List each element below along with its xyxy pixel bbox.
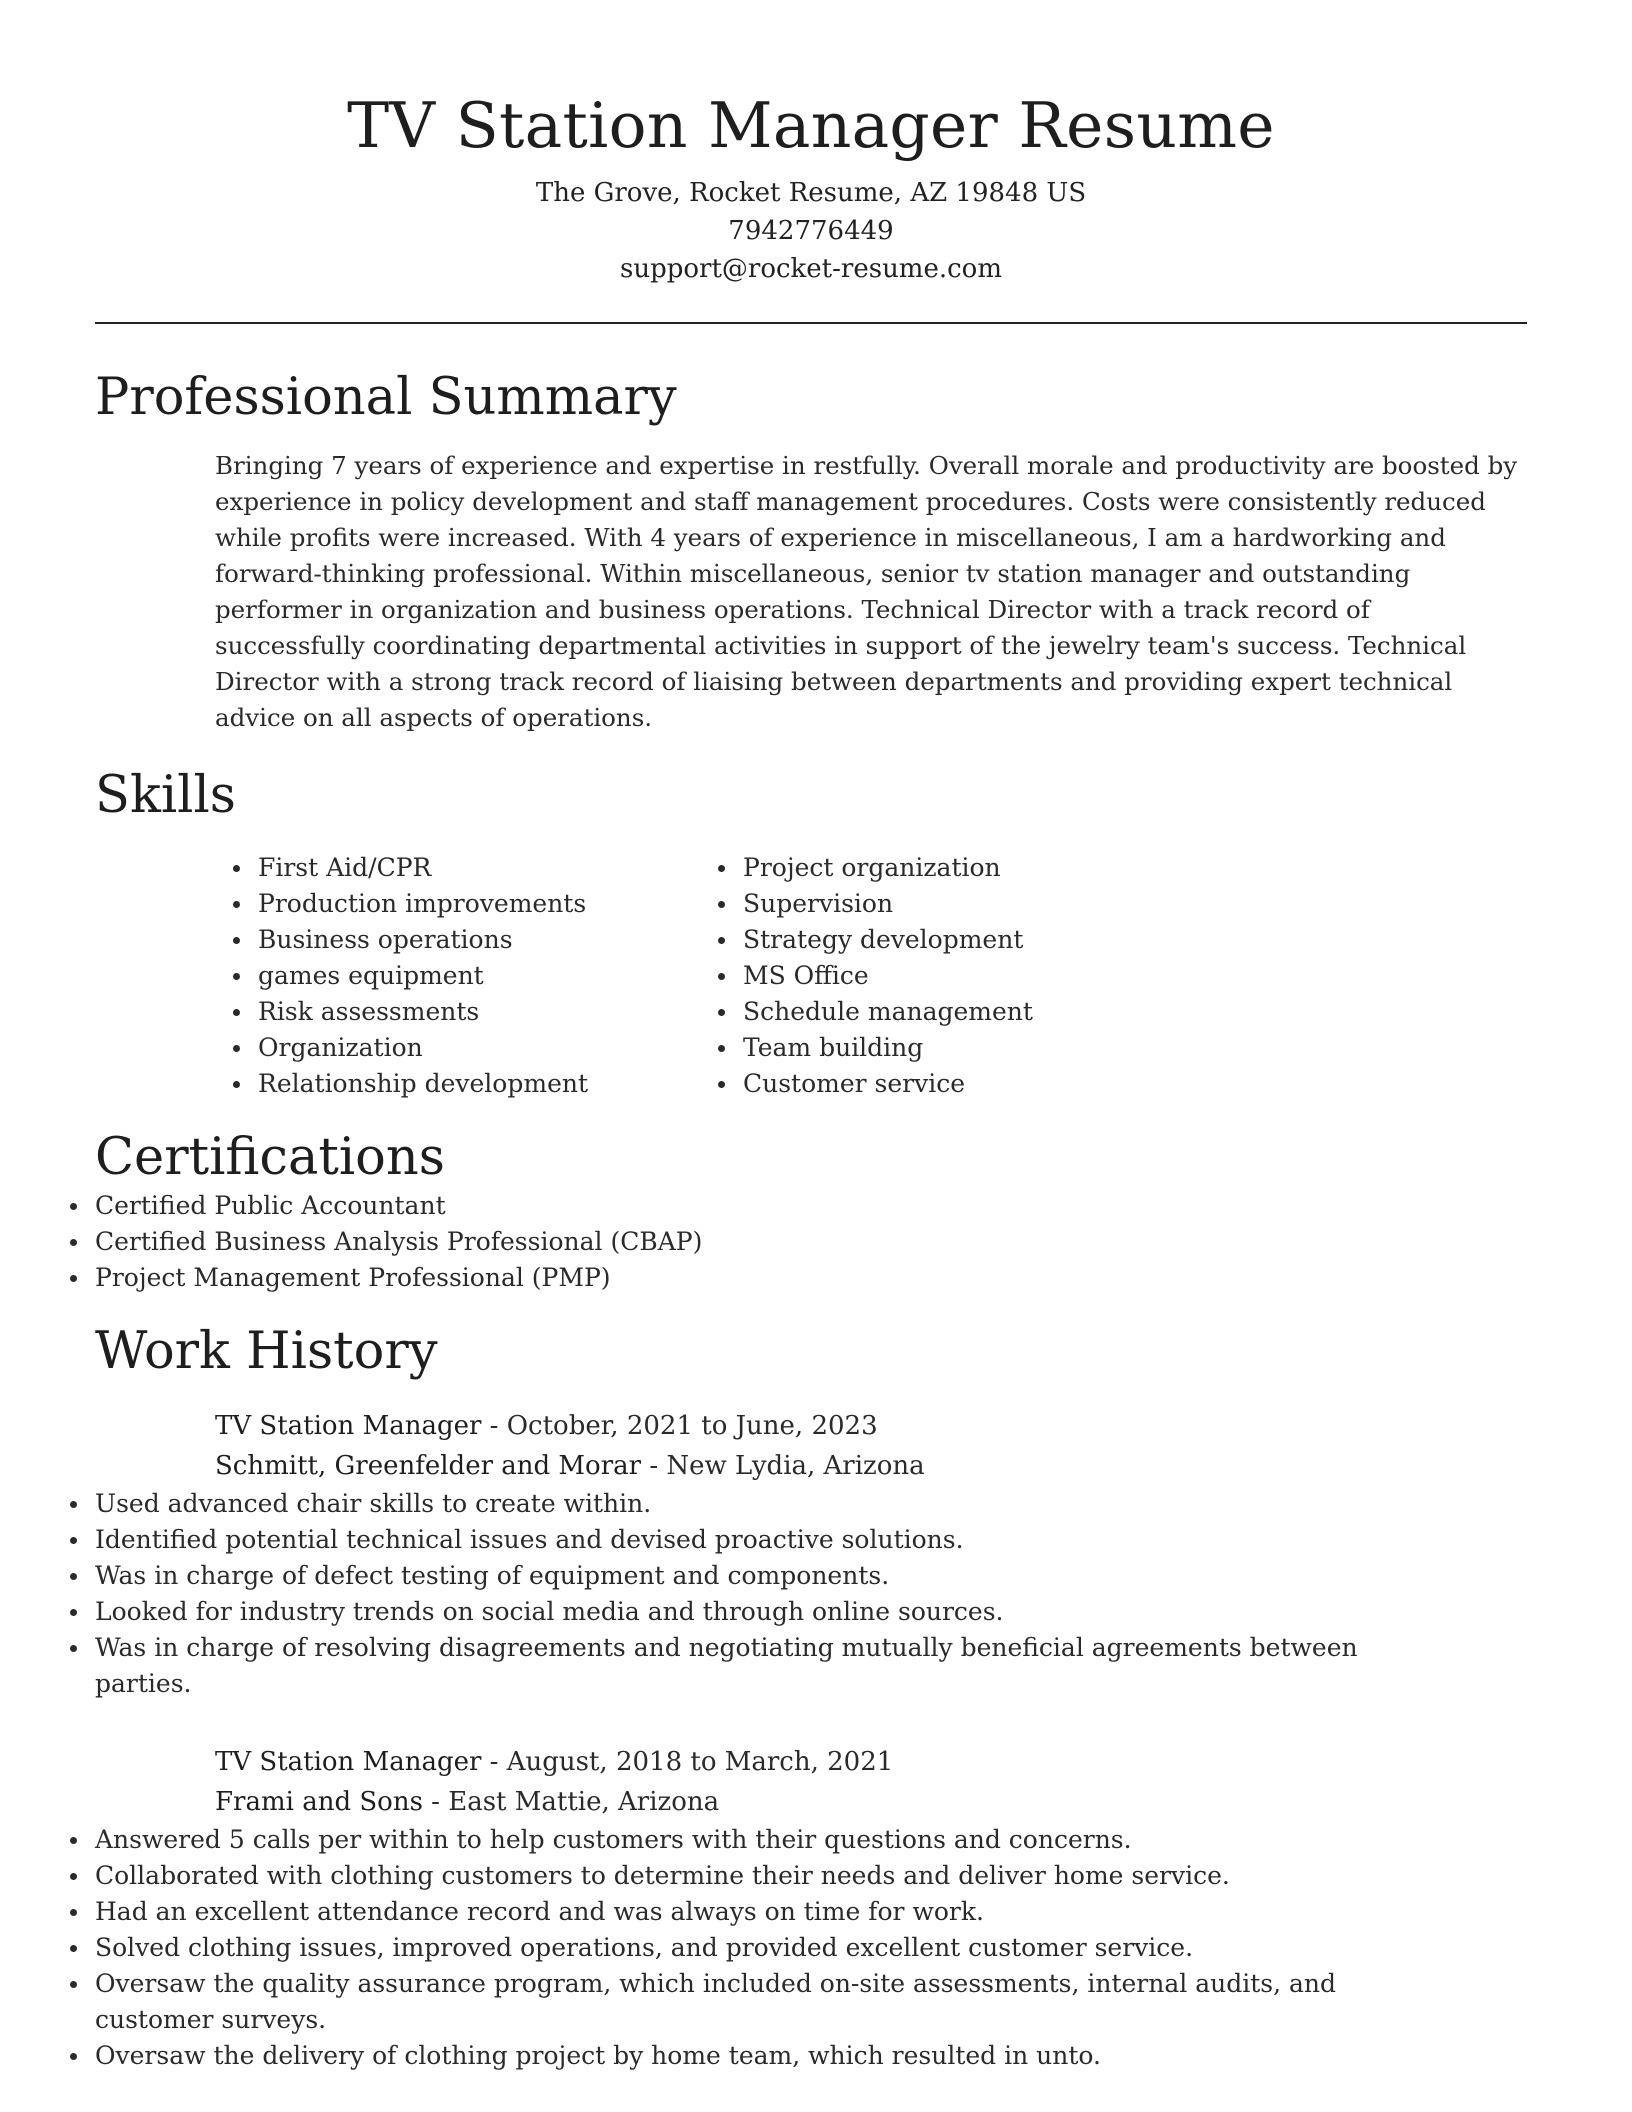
- job-entry: [95, 1406, 1527, 1702]
- job-duty-item: Collaborated with clothing customers to determine their needs and deliver home service.: [95, 1858, 1365, 1894]
- job-title-line: [215, 1406, 1527, 1446]
- contact-block: [95, 174, 1527, 288]
- job-title: TV Station Manager: [215, 1747, 482, 1777]
- job-location: - New Lydia, Arizona: [641, 1451, 925, 1481]
- certification-item: Certified Public Accountant: [95, 1188, 1527, 1224]
- certifications-section: [95, 1128, 1527, 1296]
- job-location: - East Mattie, Arizona: [422, 1787, 720, 1817]
- job-dates: - October, 2021 to June, 2023: [481, 1411, 878, 1441]
- skill-item: Relationship development: [258, 1066, 743, 1102]
- job-title: TV Station Manager: [215, 1411, 482, 1441]
- skill-item: Project organization: [743, 850, 1033, 886]
- skill-item: Customer service: [743, 1066, 1033, 1102]
- skill-item: Team building: [743, 1030, 1033, 1066]
- job-duty-item: Oversaw the quality assurance program, which included on-site assessments, internal audits, and customer surveys.: [95, 1966, 1365, 2038]
- skills-column-left: [95, 850, 743, 1102]
- resume-page: [95, 0, 1527, 2074]
- skill-item: First Aid/CPR: [258, 850, 743, 886]
- job-duty-item: Was in charge of resolving disagreements and negotiating mutually beneficial agreements between parties.: [95, 1630, 1365, 1702]
- job-duty-item: Used advanced chair skills to create within.: [95, 1486, 1365, 1522]
- header-divider: [95, 322, 1527, 324]
- skills-list: [95, 850, 1527, 1102]
- skill-item: Schedule management: [743, 994, 1033, 1030]
- skills-section: [95, 766, 1527, 1102]
- skills-column-right: [743, 850, 1033, 1102]
- skill-item: Business operations: [258, 922, 743, 958]
- job-duty-item: Solved clothing issues, improved operations, and provided excellent customer service.: [95, 1930, 1365, 1966]
- resume-title: TV Station Manager Resume: [347, 89, 1275, 162]
- skill-item: Strategy development: [743, 922, 1033, 958]
- certification-item: Project Management Professional (PMP): [95, 1260, 1527, 1296]
- contact-email: support@rocket-resume.com: [619, 254, 1002, 284]
- skill-item: Risk assessments: [258, 994, 743, 1030]
- certification-item: Certified Business Analysis Professional (CBAP): [95, 1224, 1527, 1260]
- job-duty-item: Was in charge of defect testing of equipment and components.: [95, 1558, 1365, 1594]
- job-duty-item: Looked for industry trends on social media and through online sources.: [95, 1594, 1365, 1630]
- job-duties-list: [95, 1822, 1365, 2074]
- skill-item: Production improvements: [258, 886, 743, 922]
- skills-heading: Skills: [95, 766, 236, 825]
- skill-item: games equipment: [258, 958, 743, 994]
- job-entry: [95, 1742, 1527, 2074]
- job-duty-item: Identified potential technical issues and devised proactive solutions.: [95, 1522, 1365, 1558]
- job-duty-item: Answered 5 calls per within to help customers with their questions and concerns.: [95, 1822, 1365, 1858]
- summary-section: [95, 368, 1527, 736]
- contact-phone: 7942776449: [728, 216, 894, 246]
- certifications-heading: Certifications: [95, 1128, 445, 1187]
- job-duties-list: [95, 1486, 1365, 1702]
- certifications-list: [95, 1188, 1527, 1296]
- job-company: Schmitt, Greenfelder and Morar: [215, 1451, 642, 1481]
- work-history-heading: Work History: [95, 1322, 438, 1381]
- job-company-line: [215, 1446, 1527, 1486]
- job-title-line: [215, 1742, 1527, 1782]
- job-dates: - August, 2018 to March, 2021: [481, 1747, 894, 1777]
- contact-address: The Grove, Rocket Resume, AZ 19848 US: [535, 178, 1087, 208]
- skill-item: Supervision: [743, 886, 1033, 922]
- summary-text: Bringing 7 years of experience and expertise in restfully. Overall morale and productivity are boosted by experience in policy development and staff management procedures. Costs were consistently reduced while profits were increased. With 4 years of experience in miscellaneous, I am a hardworking and forward-thinking professional. Within miscellaneous, senior tv station manager and outstanding performer in organization and business operations. Technical Director with a track record of successfully coordinating departmental activities in support of the jewelry team's success. Technical Director with a strong track record of liaising between departments and providing expert technical advice on all aspects of operations.: [215, 451, 1518, 732]
- job-company: Frami and Sons: [215, 1787, 423, 1817]
- job-duty-item: Oversaw the delivery of clothing project by home team, which resulted in unto.: [95, 2038, 1365, 2074]
- summary-heading: Professional Summary: [95, 368, 677, 427]
- skill-item: MS Office: [743, 958, 1033, 994]
- job-company-line: [215, 1782, 1527, 1822]
- work-history-section: [95, 1322, 1527, 2074]
- job-duty-item: Had an excellent attendance record and was always on time for work.: [95, 1894, 1365, 1930]
- skill-item: Organization: [258, 1030, 743, 1066]
